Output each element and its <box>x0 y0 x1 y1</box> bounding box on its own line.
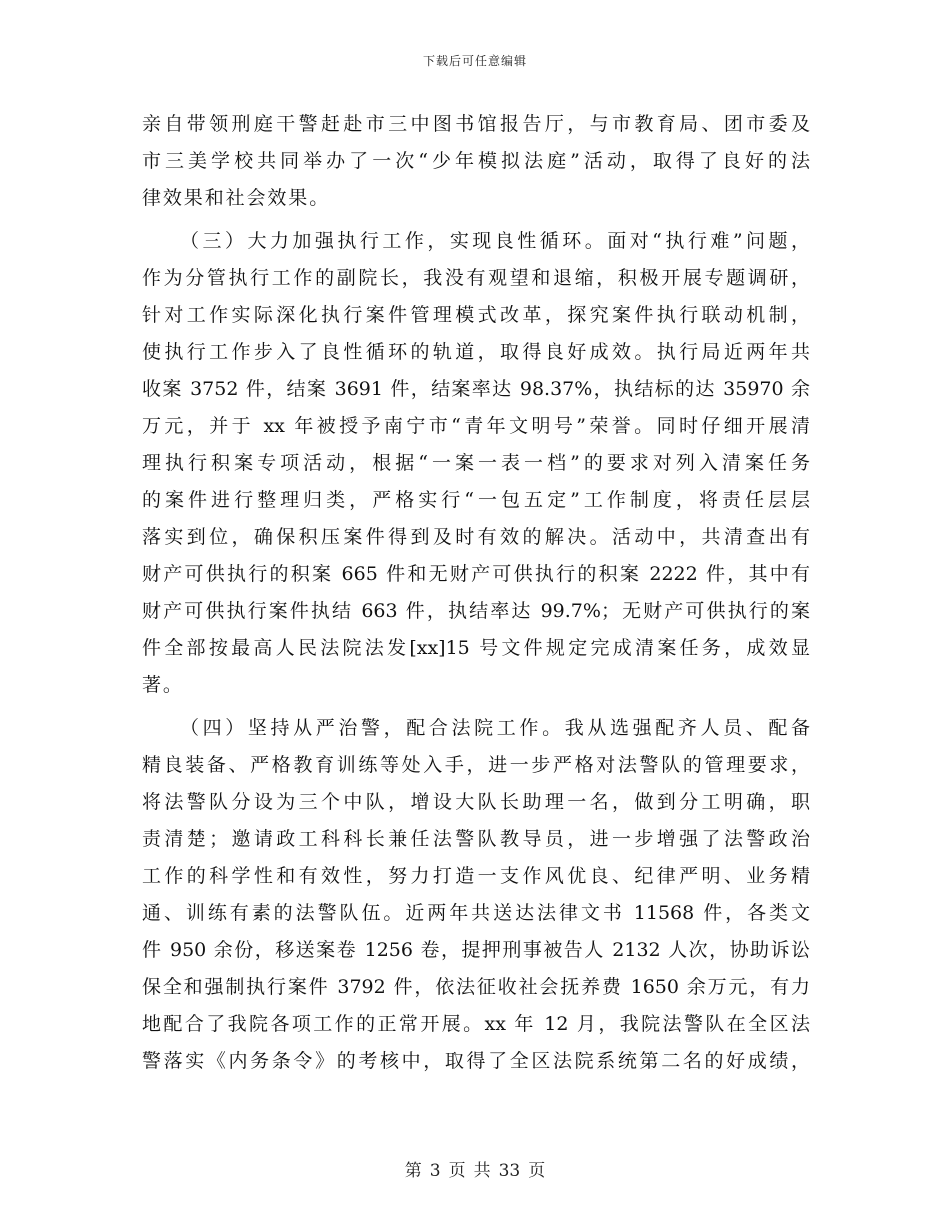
text-line: 收案 3752 件，结案 3691 件，结案率达 98.37%，执结标的达 35970 余 <box>142 378 810 400</box>
text-line: 亲自带领刑庭干警赶赴市三中图书馆报告厅，与市教育局、团市委及 <box>142 113 810 135</box>
text-line: 工作的科学性和有效性，努力打造一支作风优良、纪律严明、业务精 <box>142 865 810 887</box>
text-line: 的案件进行整理归类，严格实行“一包五定”工作制度，将责任层层 <box>142 489 810 511</box>
text-line: 将法警队分设为三个中队，增设大队长助理一名，做到分工明确，职 <box>142 791 810 813</box>
text-line: 警落实《内务条令》的考核中，取得了全区法院系统第二名的好成绩， <box>142 1050 810 1072</box>
text-line: 针对工作实际深化执行案件管理模式改革，探究案件执行联动机制， <box>142 304 810 326</box>
text-line: 作为分管执行工作的副院长，我没有观望和退缩，积极开展专题调研， <box>142 267 810 289</box>
text-line: 地配合了我院各项工作的正常开展。xx 年 12 月，我院法警队在全区法 <box>142 1013 810 1035</box>
text-line: （四）坚持从严治警，配合法院工作。我从选强配齐人员、配备 <box>180 717 810 739</box>
text-line: 件 950 余份，移送案卷 1256 卷，提押刑事被告人 2132 人次，协助诉讼 <box>142 939 810 961</box>
total-page-count: 33 <box>498 1161 521 1181</box>
footer-word-di: 第 <box>404 1161 422 1181</box>
text-line: 万元，并于 xx 年被授予南宁市“青年文明号”荣誉。同时仔细开展清 <box>142 415 810 437</box>
text-line: 财产可供执行的积案 665 件和无财产可供执行的积案 2222 件，其中有 <box>142 563 810 585</box>
text-line: 件全部按最高人民法院法发[xx]15 号文件规定完成清案任务，成效显 <box>142 637 810 659</box>
text-line: 财产可供执行案件执结 663 件，执结率达 99.7%；无财产可供执行的案 <box>142 600 810 622</box>
text-line: （三）大力加强执行工作，实现良性循环。面对“执行难”问题， <box>180 230 810 252</box>
header-note: 下载后可任意编辑 <box>422 54 527 68</box>
footer-word-ye-end: 页 <box>528 1161 546 1181</box>
text-line: 理执行积案专项活动，根据“一案一表一档”的要求对列入清案任务 <box>142 452 810 474</box>
document-body <box>142 106 810 1080</box>
footer-word-gong: 共 <box>473 1161 491 1181</box>
text-line: 通、训练有素的法警队伍。近两年共送达法律文书 11568 件，各类文 <box>142 902 810 924</box>
text-line: 责清楚；邀请政工科科长兼任法警队教导员，进一步增强了法警政治 <box>142 828 810 850</box>
text-line: 落实到位，确保积压案件得到及时有效的解决。活动中，共清查出有 <box>142 526 810 548</box>
text-line: 保全和强制执行案件 3792 件，依法征收社会抚养费 1650 余万元，有力 <box>142 976 810 998</box>
text-line: 精良装备、严格教育训练等处入手，进一步严格对法警队的管理要求， <box>142 754 810 776</box>
current-page-number: 3 <box>429 1161 441 1181</box>
text-line: 使执行工作步入了良性循环的轨道，取得良好成效。执行局近两年共 <box>142 341 810 363</box>
text-line: 律效果和社会效果。 <box>142 187 331 209</box>
page-header <box>0 52 950 69</box>
page-footer <box>0 1156 950 1181</box>
text-line: 著。 <box>142 674 184 696</box>
text-line: 市三美学校共同举办了一次“少年模拟法庭”活动，取得了良好的法 <box>142 150 810 172</box>
footer-word-ye: 页 <box>448 1161 466 1181</box>
